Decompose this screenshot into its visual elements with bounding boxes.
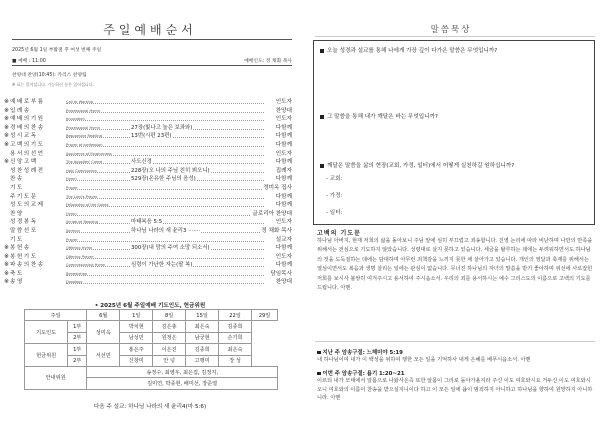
order-item-leader: 다함께 bbox=[275, 176, 292, 183]
standing-mark: ※ bbox=[4, 123, 10, 131]
standing-mark: ※ bbox=[4, 252, 10, 260]
order-item-english: Prayer bbox=[66, 237, 78, 242]
order-item-leader: 설교자 bbox=[275, 236, 292, 243]
dotted-leader bbox=[66, 258, 264, 259]
worship-order-list bbox=[4, 98, 296, 287]
order-item-english: Prayer of confession bbox=[66, 142, 103, 147]
order-item-content: 529장(온유한 주님의 음성) bbox=[131, 176, 196, 183]
duty-cell: 안 넝 bbox=[153, 355, 186, 366]
duty-cell: 2부 bbox=[68, 355, 87, 366]
dotted-leader bbox=[66, 241, 264, 242]
last-week-verse-head-text: 지난 주 암송구절: 느헤미야 5:19 bbox=[322, 350, 403, 356]
order-item-leader: 인도자 bbox=[275, 99, 292, 105]
duty-cell: 1부 bbox=[68, 344, 87, 355]
duty-cell: 성미옥 bbox=[87, 321, 120, 344]
meditation-rule bbox=[315, 36, 595, 37]
order-item-english: Assurance of Forgiveness bbox=[66, 151, 112, 156]
duty-cell: 헌금위원 bbox=[25, 344, 68, 367]
order-item-leader: 찬양대 bbox=[275, 279, 292, 286]
order-item bbox=[4, 278, 296, 287]
dotted-leader bbox=[66, 275, 264, 276]
order-item-leader: 다함께 bbox=[275, 159, 292, 166]
dotted-leader bbox=[66, 215, 264, 216]
order-item-leader: 다함께 bbox=[275, 245, 292, 252]
dotted-leader bbox=[66, 103, 264, 104]
duty-cell: 박치현 bbox=[120, 321, 153, 332]
duty-header-cell: 6월 bbox=[87, 310, 120, 321]
order-item bbox=[4, 193, 296, 202]
order-item-name: 찬양 bbox=[10, 210, 24, 217]
guide-names: 송정수, 최영우, 최은집, 김정지, bbox=[87, 366, 278, 377]
worship-leader: 예배인도: 정 채화 목사 bbox=[244, 59, 292, 64]
order-item bbox=[4, 236, 296, 245]
order-item bbox=[4, 244, 296, 253]
guide-label: 안내위원 bbox=[25, 366, 87, 389]
order-item-leader: 정미옥 집사 bbox=[263, 184, 292, 191]
question-2-text: 그 말씀을 통해 내가 깨달은 바는 무엇입니까? bbox=[327, 114, 438, 120]
standing-mark: ※ bbox=[4, 269, 10, 277]
duty-cell: 이은진 bbox=[153, 344, 186, 355]
order-item-leader: 다함께 bbox=[275, 141, 292, 148]
duty-cell: 2부 bbox=[68, 332, 87, 343]
order-item bbox=[4, 115, 296, 124]
duty-header-cell: 주일 bbox=[25, 310, 87, 321]
order-item-leader: 담임목사 bbox=[270, 270, 292, 277]
order-item-leader: 정 채화 목사 bbox=[261, 227, 292, 234]
bullet-square-icon bbox=[317, 351, 321, 355]
title-rule bbox=[12, 39, 292, 40]
order-item-name: 예배로부름 bbox=[10, 99, 45, 105]
order-item-english: Benediction bbox=[66, 271, 88, 276]
order-item bbox=[4, 218, 296, 227]
duty-header-cell: 29일 bbox=[252, 310, 278, 321]
order-item-name: 입례송 bbox=[10, 107, 31, 114]
order-item bbox=[4, 184, 296, 193]
standing-note: ※ 표는 일어섭니다. 가능하신 분은 일어섭니다. bbox=[12, 82, 94, 87]
order-item-leader: 인도자 bbox=[275, 150, 292, 157]
order-item bbox=[4, 141, 296, 150]
duty-table-title: • 2025년 6월 주일예배 기도인도, 헌금위원 bbox=[94, 303, 206, 309]
duty-cell: 김은총 bbox=[153, 321, 186, 332]
duty-cell: 남궁현 bbox=[186, 332, 219, 343]
order-item-english: Offering Prayer bbox=[66, 254, 94, 259]
order-item-name: 고백의기도 bbox=[10, 141, 45, 148]
order-item bbox=[4, 167, 296, 176]
order-item bbox=[4, 98, 296, 107]
order-item-name: 성도의교제 bbox=[10, 202, 45, 209]
order-item-name: 봉헌송 bbox=[10, 245, 31, 252]
order-item-name: 축도 bbox=[10, 270, 24, 277]
duty-cell: 김종희 bbox=[186, 344, 219, 355]
standing-mark: ※ bbox=[4, 140, 10, 148]
duty-header-cell: 15일 bbox=[186, 310, 219, 321]
order-item bbox=[4, 270, 296, 279]
church-label: - 교회: bbox=[326, 176, 343, 182]
choir-line: 찬양대 찬양(10:45): 카리스 찬양팀 bbox=[12, 73, 87, 78]
order-item bbox=[4, 261, 296, 270]
bullet-square-icon bbox=[317, 372, 321, 376]
question-3-text: 깨달은 말씀을 삶의 현장(교회, 가정, 일터)에서 어떻게 실천하길 원하십니까? bbox=[327, 163, 515, 169]
order-item-content: 13번(시편 23편) bbox=[131, 133, 172, 140]
order-item-name: 성시교독 bbox=[10, 133, 38, 140]
order-item-leader: 다함께 bbox=[275, 202, 292, 209]
order-item-english: Doxology bbox=[66, 280, 83, 285]
home-label: - 가정: bbox=[326, 193, 343, 199]
order-item-english: Hymn bbox=[66, 177, 77, 182]
duty-header-cell: 22일 bbox=[219, 310, 252, 321]
duty-cell: 서선민 bbox=[87, 344, 120, 367]
order-item-leader: 인도자 bbox=[275, 219, 292, 226]
order-item-leader: 찬양대 bbox=[275, 107, 292, 114]
order-item-name: 경배의찬송 bbox=[10, 124, 45, 131]
question-box bbox=[313, 40, 595, 225]
order-item-content: 300장(내 맘의 주여 소망 되소서) bbox=[131, 245, 210, 252]
order-item-english: Hymn bbox=[66, 211, 77, 216]
order-item-leader: 인도자 bbox=[275, 116, 292, 123]
order-item-leader: 다함께 bbox=[275, 262, 292, 269]
order-item-english: The Lord's Prayer bbox=[66, 194, 98, 199]
duty-row bbox=[25, 321, 278, 332]
dotted-leader bbox=[66, 189, 264, 190]
order-item-english: Sermon bbox=[66, 228, 80, 233]
work-label: - 일터: bbox=[326, 210, 343, 216]
verse-rule bbox=[315, 341, 595, 342]
order-item bbox=[4, 150, 296, 159]
duty-cell: 손기희 bbox=[219, 332, 252, 343]
order-item-english: Scripture Reading bbox=[66, 220, 99, 225]
duty-cell: 기도인도 bbox=[25, 321, 68, 344]
duty-header-row bbox=[25, 310, 278, 321]
guide-names: 김미연, 박종현, 배미선, 장준열 bbox=[87, 378, 278, 389]
order-item-content: 사도신경 bbox=[131, 159, 152, 166]
order-item-name: 송영 bbox=[10, 279, 24, 286]
duty-cell: 최은숙 bbox=[186, 321, 219, 332]
standing-mark: ※ bbox=[4, 106, 10, 114]
duty-cell: 1부 bbox=[68, 321, 87, 332]
order-item bbox=[4, 210, 296, 219]
this-week-verse-text: 이르되 내가 모태에서 알몸으로 나왔사온즉 또한 알몸이 그리로 돌아가올지라 주신 이도 여호와시요 거두신 이도 여호와시오니 여호와의 이름이 찬송을 받으실지니이다 하고 이 모든 일에 욥이 범죄하지 아니하고 하나님을 향하여 원망하지 아니하니라. 아멘 bbox=[317, 378, 593, 402]
order-item bbox=[4, 175, 296, 184]
standing-mark: ※ bbox=[4, 244, 10, 252]
order-item-leader: 다함께 bbox=[275, 124, 292, 131]
order-item-english: Holy Communion bbox=[66, 168, 97, 173]
duty-header-cell: 1일 bbox=[120, 310, 153, 321]
order-item-leader: 다함께 bbox=[275, 133, 292, 140]
duty-cell: 신창미 bbox=[120, 355, 153, 366]
date-line: 2025년 6월 1일 부활절 후 여섯 번째 주일 bbox=[12, 48, 102, 53]
standing-mark: ※ bbox=[4, 132, 10, 140]
duty-cell: 원정은 bbox=[153, 332, 186, 343]
question-1 bbox=[320, 46, 497, 54]
page-title: 주일예배순서 bbox=[103, 23, 197, 37]
order-item-name: 신앙고백 bbox=[10, 159, 38, 166]
order-item-name: 봉헌기도 bbox=[10, 253, 38, 260]
order-item-english: Commissioning Hymn bbox=[66, 263, 106, 268]
order-item-leader: 글로리아 찬양대 bbox=[252, 210, 292, 217]
prayer-title: 고백의 기도문 bbox=[317, 230, 361, 237]
duty-cell: 홍은주 bbox=[120, 344, 153, 355]
dotted-leader bbox=[66, 283, 264, 284]
duty-header-cell: 8일 bbox=[153, 310, 186, 321]
order-item-name: 주기도문 bbox=[10, 193, 38, 200]
order-item-name: 용서의선언 bbox=[10, 150, 45, 157]
order-item-content: 심령이 가난한 자는(팔 복) bbox=[131, 262, 193, 269]
order-item-name: 기도 bbox=[10, 184, 24, 191]
order-item-english: Responsive Reading bbox=[66, 134, 103, 139]
order-item-name: 성경봉독 bbox=[10, 219, 38, 226]
bullet-square-icon bbox=[320, 49, 324, 53]
standing-mark: ※ bbox=[4, 158, 10, 166]
duty-cell: 장 성 bbox=[219, 355, 252, 366]
order-item bbox=[4, 253, 296, 262]
order-item bbox=[4, 158, 296, 167]
order-item-english: Processional Hymn bbox=[66, 108, 101, 113]
duty-row bbox=[25, 344, 278, 355]
duty-table bbox=[24, 309, 278, 390]
order-item bbox=[4, 201, 296, 210]
order-item-content: 228장(오 나의 주님 친히 뵈오니) bbox=[131, 167, 210, 174]
order-item-name: 예배의기원 bbox=[10, 116, 45, 123]
order-item-name: 성찬성례전 bbox=[10, 167, 45, 174]
order-item-content: 27장(빛나고 높은 보좌와) bbox=[131, 124, 193, 131]
this-week-verse-heading bbox=[317, 369, 404, 377]
order-item-english: Offering Hymn bbox=[66, 246, 93, 251]
standing-mark: ※ bbox=[4, 278, 10, 286]
standing-mark: ※ bbox=[4, 261, 10, 269]
duty-cell: 김종희 bbox=[219, 321, 252, 332]
question-3 bbox=[320, 161, 514, 169]
question-1-text: 오늘 성경과 설교를 통해 나에게 가장 깊이 다가온 말씀은 무엇입니까? bbox=[327, 48, 498, 54]
order-item-content: 하나님 나라의 새 윤리3 ······· bbox=[131, 227, 201, 234]
order-item-name: 말씀선포 bbox=[10, 227, 38, 234]
worship-time: ■ 예배 : 11:00 bbox=[12, 59, 46, 64]
dotted-leader bbox=[66, 120, 264, 121]
order-item bbox=[4, 132, 296, 141]
order-item-leader: 집례자 bbox=[275, 167, 292, 174]
info-rule bbox=[12, 65, 292, 66]
bullet-square-icon bbox=[320, 164, 324, 168]
order-item bbox=[4, 227, 296, 236]
worship-order-panel bbox=[4, 0, 296, 423]
order-item-leader: 다함께 bbox=[275, 193, 292, 200]
order-item-name: 찬송 bbox=[10, 176, 24, 183]
duty-cell: 고행미 bbox=[186, 355, 219, 366]
meditation-title: 말씀묵상 bbox=[430, 25, 472, 35]
prayer-text: 하나님 아버지, 현재 저희의 삶을 돌아보니 주님 앞에 심히 부끄럽고 죄송합니다. 진영 논리에 따라 비난하며 나만의 만족을 위해서는 전심으로 기도하지 않았습니다. 성령대로 살지 못하고 있습니다. 세금을 탈루하는 데에는 두려워하면서도 하나님의 것을 도둑질하는 데에는 담대하며 아무런 죄책감을 느끼지 못한 채 살아가고 있습니다. 개인의 영달과 축재를 위해서는 열심이면서도 복음과 생명 살리는 일에는 관심이 없습니다. 무너진 하나님의 자녀의 말씀을 받기 좋아하며 위선에 사로잡힌 저희를 보시사 불쌍히 여겨주시고 용서하여 주시옵소서. 우리의 죄를 용서하시는 예수 그리스도의 이름으로 고백의 기도를 드립니다. 아멘. bbox=[317, 238, 593, 292]
order-item-english: The Apostles' Creed bbox=[66, 160, 102, 165]
guide-row bbox=[25, 366, 278, 377]
duty-cell: 최은숙 bbox=[219, 344, 252, 355]
order-item-english: Prayer bbox=[66, 185, 78, 190]
order-item bbox=[4, 124, 296, 133]
order-item-content: 마태복음 5:5 bbox=[131, 219, 163, 226]
this-week-verse-head-text: 이번 주 암송구절: 욥기 1:20~21 bbox=[322, 371, 405, 377]
standing-mark: ※ bbox=[4, 98, 10, 105]
order-item-english: Call to Worship bbox=[66, 100, 94, 104]
next-sermon: 다음 주 설교: 하나님 나라의 새 윤리4(마 5:6) bbox=[93, 404, 207, 410]
meditation-panel bbox=[305, 0, 597, 423]
bullet-square-icon bbox=[320, 115, 324, 119]
order-item-english: Invocation bbox=[66, 117, 85, 122]
order-item bbox=[4, 107, 296, 116]
order-item-leader: 인도자 bbox=[275, 253, 292, 260]
duty-cell: 남성민 bbox=[120, 332, 153, 343]
order-item-english: Fellowship of the Saints bbox=[66, 203, 109, 208]
standing-mark: ※ bbox=[4, 115, 10, 123]
question-2 bbox=[320, 112, 438, 120]
order-item-english: Processional Hymn bbox=[66, 125, 101, 130]
order-item-name: 파송의찬송 bbox=[10, 262, 45, 269]
last-week-verse-heading bbox=[317, 348, 403, 356]
last-week-verse-text: 내 하나님이여 내가 이 백성을 위하여 행한 모든 일을 기억하사 내게 은혜를 베푸시옵소서. 아멘 bbox=[317, 357, 531, 363]
order-item-name: 기도 bbox=[10, 236, 24, 243]
